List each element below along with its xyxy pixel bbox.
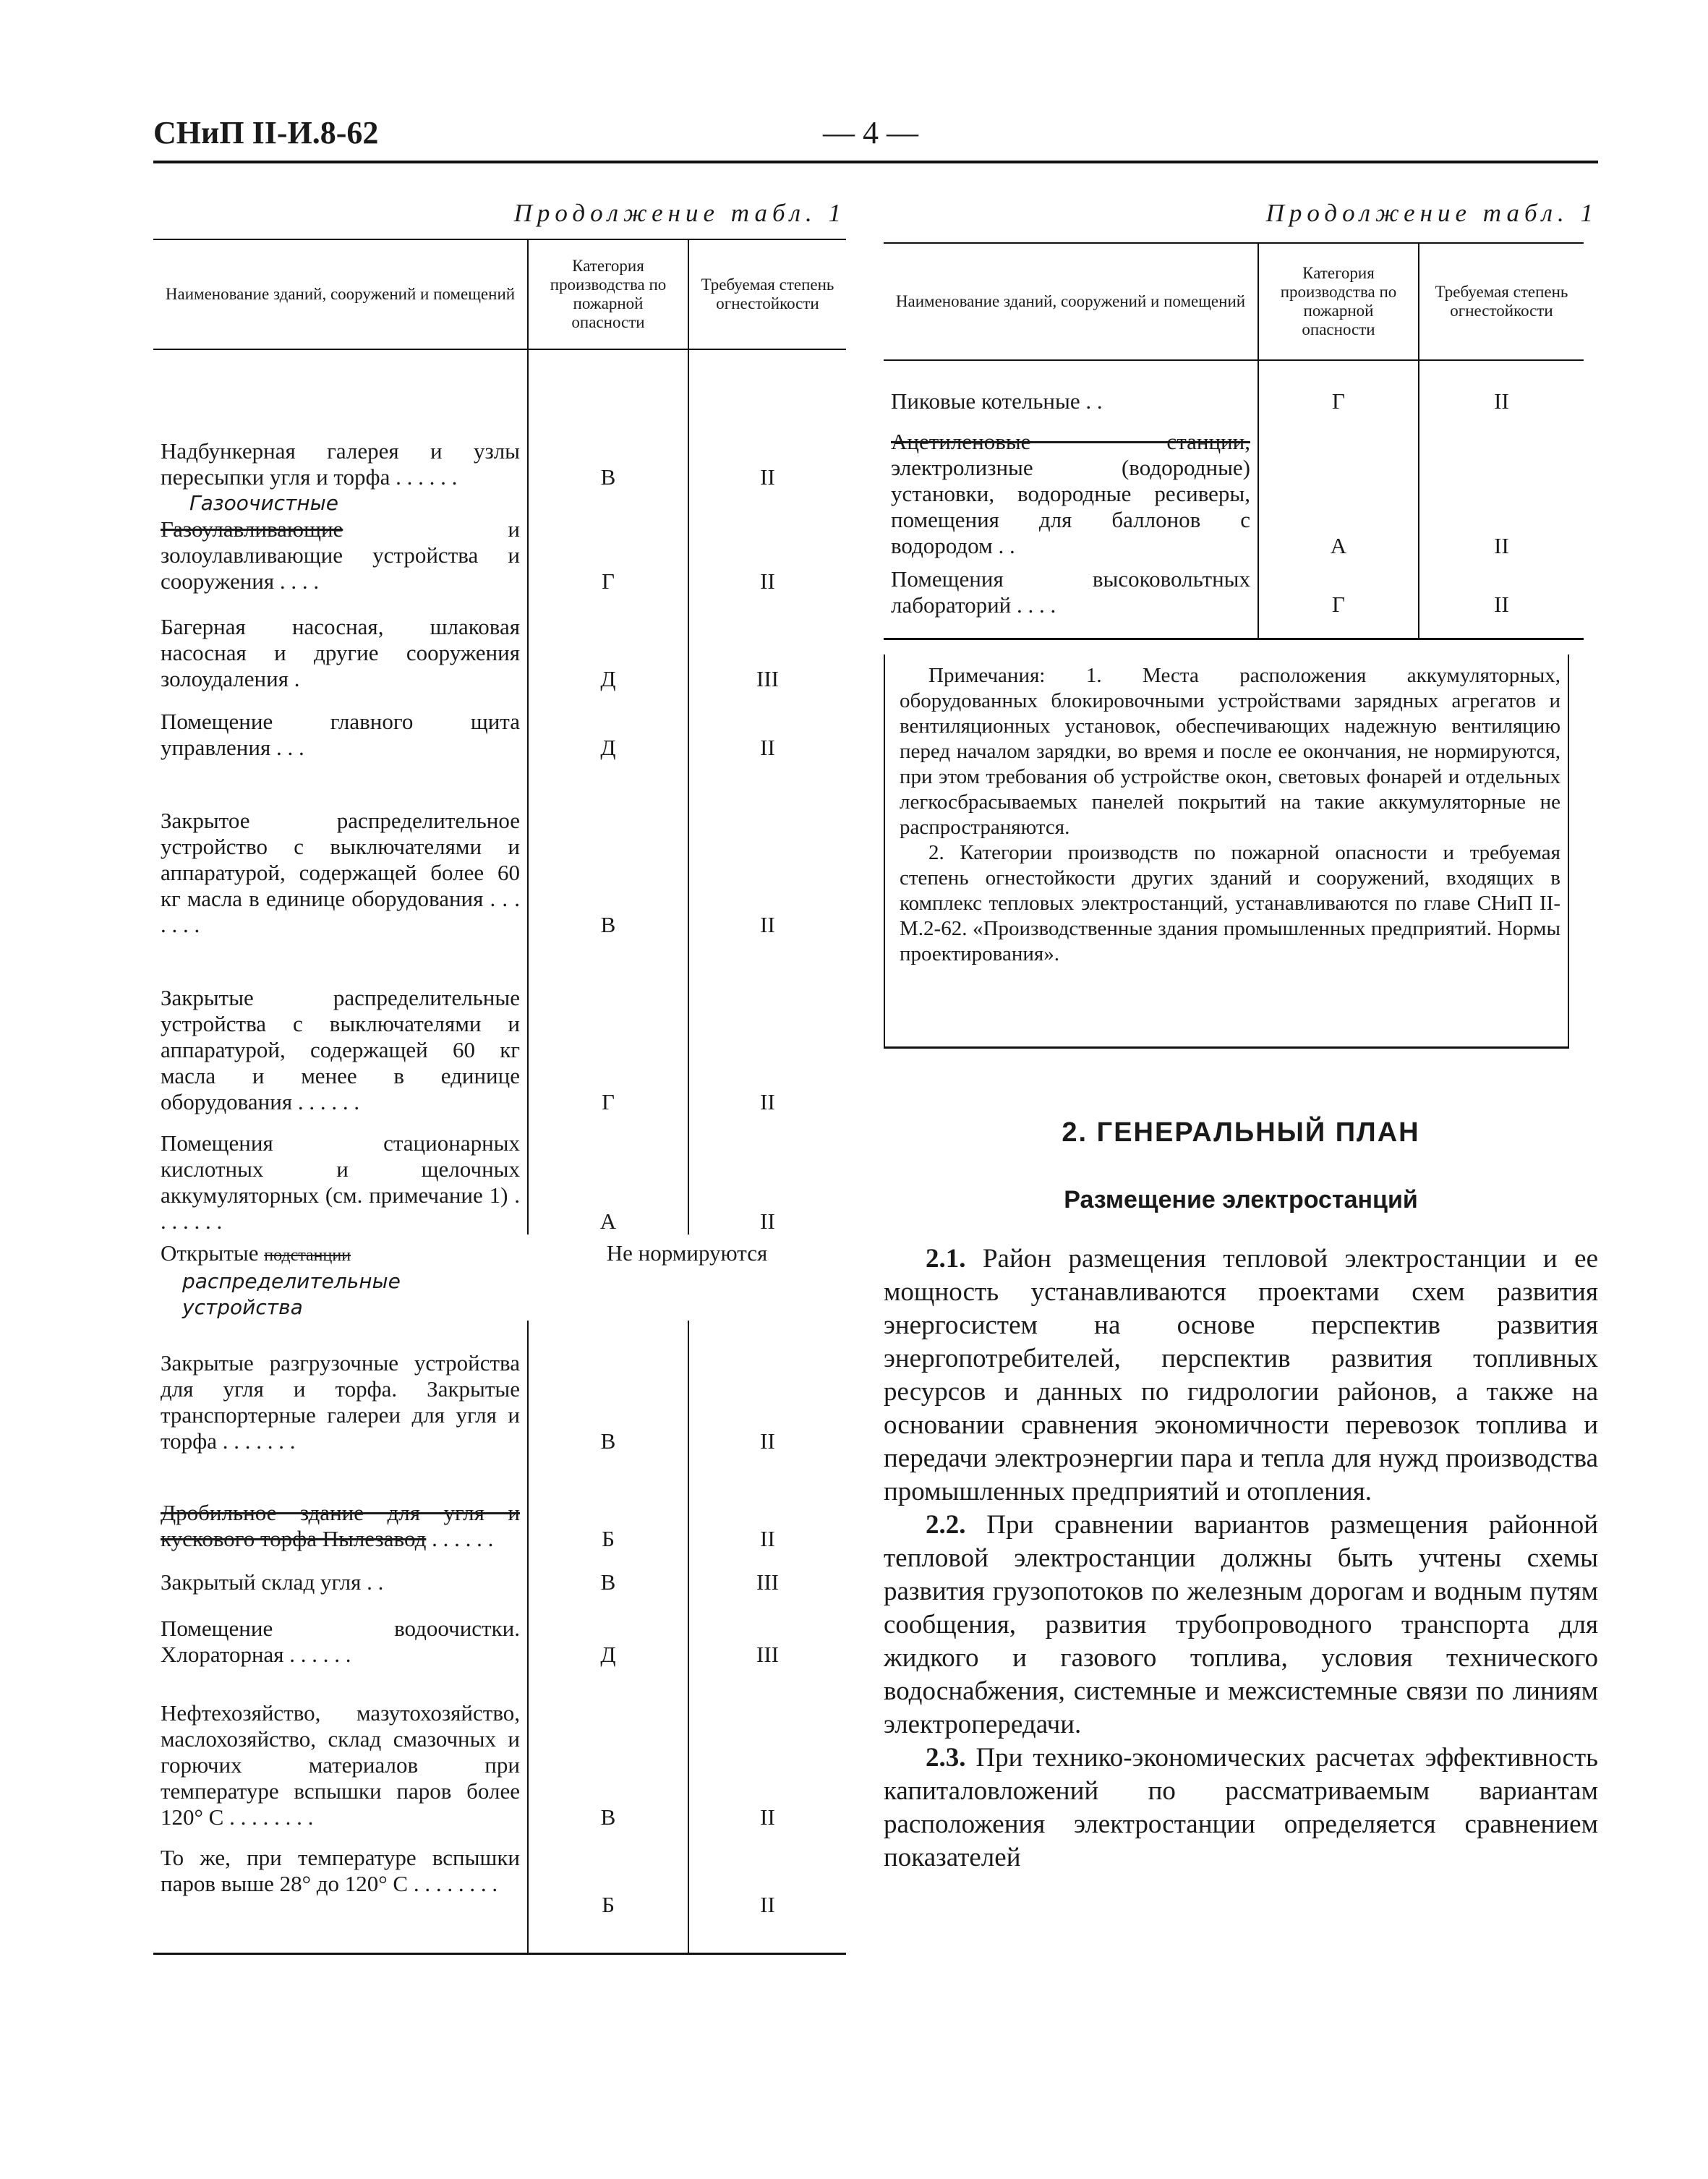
right-col-degree-header: Требуемая степень огнестойкости	[1419, 243, 1584, 360]
row-degree: III	[688, 594, 846, 692]
document-code: СНиП II-И.8-62	[153, 115, 379, 150]
page-number: — 4 —	[823, 115, 918, 150]
row-name: Закрытые распределительные устройства с выключателями и аппаратурой, содержащей 60 кг масла и менее в единице оборудования . . . . . .	[161, 985, 520, 1114]
row-name: Закрытые разгрузочные устройства для угля и торфа. Закрытые транспортерные галереи для угля и торфа . . . . . . .	[161, 1350, 520, 1454]
table-row	[884, 360, 1584, 414]
right-table-continuation: Продолжение табл. 1	[1265, 199, 1598, 227]
handwritten-annotation: Газоочистные	[189, 491, 338, 515]
not-normed-label: Не нормируются	[606, 1240, 768, 1266]
row-name: Помещения высоковольтных лабораторий . . . .	[884, 559, 1258, 639]
row-category: А	[528, 1115, 688, 1235]
row-category: Б	[528, 1454, 688, 1552]
row-name: Пиковые котельные . .	[891, 388, 1103, 414]
note-1: Примечания: 1. Места расположения аккумуляторных, оборудованных блокировочными устройствами зарядных агрегатов и вентиляционных установок, обеспечивающих надежную вентиляцию перед началом зарядки, во время и после ее окончания, не нормируются, при этом требования об устройстве окон, световых фонарей и отдельных легкосбрасываемых панелей покрытий на такие аккумуляторные не распространяются.	[900, 664, 1560, 839]
table-row	[153, 692, 846, 761]
left-table-continuation: Продолжение табл. 1	[513, 199, 846, 227]
row-degree: II	[688, 1321, 846, 1454]
row-category: Д	[528, 594, 688, 692]
right-table	[884, 242, 1584, 640]
table-row	[153, 1454, 846, 1552]
section-title: 2. ГЕНЕРАЛЬНЫЙ ПЛАН	[1062, 1117, 1420, 1148]
row-name: Нефтехозяйство, мазутохозяйство, маслохозяйство, склад смазочных и горючих материалов при температуре вспышки паров более 120° С . . . . . . . .	[161, 1700, 520, 1830]
right-col-category-header: Категория производства по пожарной опасности	[1258, 243, 1419, 360]
row-name-text: . . . . . .	[432, 1526, 494, 1551]
table-row	[153, 594, 846, 692]
table-row	[153, 1830, 846, 1953]
row-category: Г	[1258, 360, 1419, 414]
struck-text: Дробильное здание для угля и кускового торфа Пылезавод	[161, 1500, 520, 1551]
left-col-name-header: Наименование зданий, сооружений и помещений	[153, 239, 528, 349]
left-col-degree-header: Требуемая степень огнестойкости	[688, 239, 846, 349]
row-name	[153, 490, 528, 594]
row-category: Б	[528, 1830, 688, 1953]
left-col-category-header: Категория производства по пожарной опасности	[528, 239, 688, 349]
row-degree: II	[1419, 414, 1584, 559]
row-category: В	[528, 1668, 688, 1830]
row-category: В	[528, 761, 688, 938]
paragraph	[884, 1509, 1598, 1741]
right-col-name-header: Наименование зданий, сооружений и помещений	[884, 243, 1258, 360]
table-row	[153, 938, 846, 1115]
paragraph	[884, 1741, 1598, 1875]
table-row	[884, 559, 1584, 639]
struck-text: Газоулавливающие	[161, 516, 343, 542]
row-name	[884, 414, 1258, 559]
paragraph-text: При сравнении вариантов размещения районной тепловой электростанции должны быть учтены схемы развития грузопотоков по железным дорогам и водным путям сообщения, развития трубопроводного транспорта для жидкого и газового топлива, условия технического водоснабжения, системные и межсистемные связи по линиям электропередачи.	[884, 1510, 1598, 1739]
left-table	[153, 239, 846, 1955]
row-category: Д	[528, 1595, 688, 1668]
row-degree: II	[688, 1454, 846, 1552]
row-name: Помещение главного щита управления . . .	[161, 709, 520, 760]
row-name-text: Открытые	[161, 1240, 259, 1266]
left-table-header	[153, 239, 846, 349]
row-degree: II	[1419, 360, 1584, 414]
table-row	[884, 414, 1584, 559]
row-degree: II	[688, 938, 846, 1115]
row-name: То же, при температуре вспышки паров выше 28° до 120° С . . . . . . . .	[153, 1830, 528, 1953]
row-degree: III	[688, 1595, 846, 1668]
note-2: 2. Категории производств по пожарной опасности и требуемая степень огнестойкости других зданий и сооружений, входящих в комплекс тепловых электростанций, устанавливаются по главе СНиП II-М.2-62. «Производственные здания промышленных предприятий. Нормы проектирования».	[900, 841, 1560, 965]
table-row	[153, 1321, 846, 1454]
right-table-header	[884, 243, 1584, 360]
row-degree: III	[688, 1552, 846, 1595]
row-name: Закрытый склад угля . .	[161, 1569, 384, 1595]
row-category: Г	[1258, 559, 1419, 639]
paragraph-number: 2.3.	[926, 1743, 966, 1773]
row-name	[153, 1454, 528, 1552]
struck-text: Ацетиленовые станции,	[891, 429, 1250, 454]
row-category: В	[528, 1321, 688, 1454]
row-name: Багерная насосная, шлаковая насосная и другие сооружения золоудаления .	[161, 614, 520, 691]
header-rule	[153, 161, 1598, 163]
row-degree: II	[688, 692, 846, 761]
row-name	[153, 1235, 528, 1321]
handwritten-annotation: распределительные устройства	[182, 1269, 401, 1319]
table-row	[153, 1595, 846, 1668]
row-name: Надбункерная галерея и узлы пересыпки угля и торфа . . . . . .	[161, 438, 520, 490]
table-row	[153, 1115, 846, 1235]
row-degree: II	[688, 1668, 846, 1830]
row-degree: II	[688, 1115, 846, 1235]
struck-text: подстанции	[264, 1246, 351, 1265]
row-name: Помещения стационарных кислотных и щелочных аккумуляторных (см. примечание 1) . . . . . . .	[161, 1130, 520, 1234]
row-degree: II	[688, 349, 846, 490]
row-category: Г	[528, 938, 688, 1115]
table-notes	[884, 654, 1569, 1049]
row-category: А	[1258, 414, 1419, 559]
section-subtitle: Размещение электростанций	[1064, 1186, 1418, 1214]
table-row	[153, 761, 846, 938]
paragraph-text: При технико-экономических расчетах эффективность капиталовложений по рассматриваемым вариантам расположения электростанции определяется сравнением показателей	[884, 1743, 1598, 1872]
row-degree: II	[688, 1830, 846, 1953]
row-degree: II	[688, 490, 846, 594]
row-name: Помещение водоочистки. Хлораторная . . . . . .	[161, 1616, 520, 1667]
table-row	[153, 1235, 846, 1321]
row-category: В	[528, 1552, 688, 1595]
row-degree: II	[688, 761, 846, 938]
row-category: Г	[528, 490, 688, 594]
section-body	[884, 1242, 1598, 1875]
paragraph	[884, 1242, 1598, 1509]
table-row	[153, 1668, 846, 1830]
row-degree: II	[1419, 559, 1584, 639]
table-row	[153, 490, 846, 594]
row-name: Закрытое распределительное устройство с выключателями и аппаратурой, содержащей более 60 кг масла в единице оборудования . . . . . . .	[161, 808, 520, 937]
table-row	[153, 1552, 846, 1595]
paragraph-number: 2.1.	[926, 1244, 966, 1274]
row-category: Д	[528, 692, 688, 761]
row-name-text: электролизные (водородные) установки, водородные ресиверы, помещения для баллонов с водородом . .	[891, 455, 1250, 558]
row-name-text: и золоулавливающие устройства и сооружения . . . .	[161, 516, 520, 594]
paragraph-text: Район размещения тепловой электростанции и ее мощность устанавливаются проектами схем развития энергосистем на основе перспектив развития энергопотребителей, перспектив развития топливных ресурсов и данных по гидрологии районов, а также на основании сравнения экономичности перевозок топлива и передачи электроэнергии пара и тепла для нужд производства промышленных предприятий и отопления.	[884, 1244, 1598, 1506]
table-row	[153, 349, 846, 490]
paragraph-number: 2.2.	[926, 1510, 966, 1540]
row-category: В	[528, 349, 688, 490]
